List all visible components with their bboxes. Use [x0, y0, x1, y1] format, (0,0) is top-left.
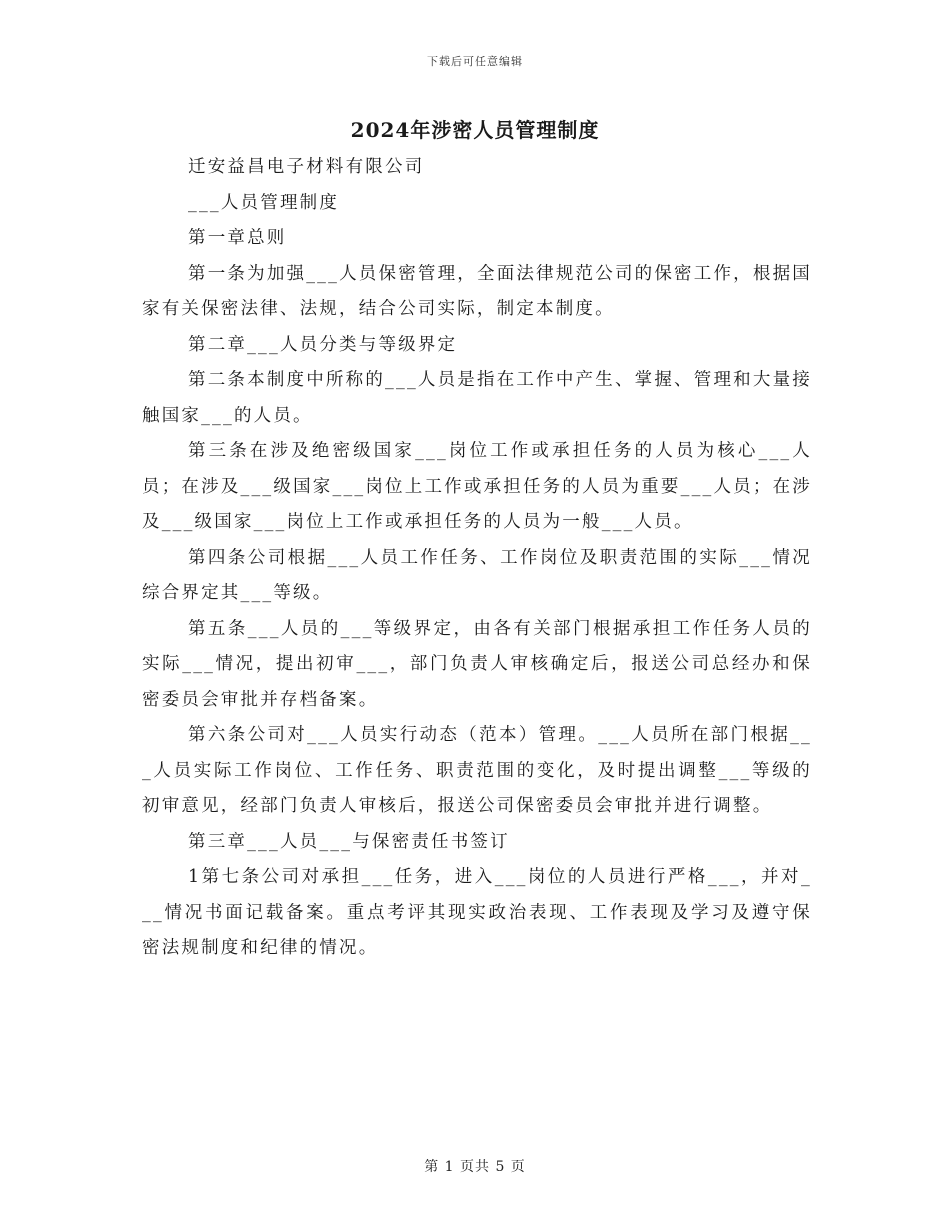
article-3: 第三条在涉及绝密级国家___岗位工作或承担任务的人员为核心___人员；在涉及___级国家___岗位上工作或承担任务的人员为重要___人员；在涉及___级国家___岗位上工作或承担任务的人员为一般___人员。 [142, 441, 812, 532]
document-title: 2024年涉密人员管理制度 [350, 118, 600, 142]
paragraph-company: 迁安益昌电子材料有限公司 [188, 157, 425, 177]
article-7: 1第七条公司对承担___任务，进入___岗位的人员进行严格___，并对___情况书面记载备案。重点考评其现实政治表现、工作表现及学习及遵守保密法规制度和纪律的情况。 [142, 867, 812, 958]
page-header-note: 下载后可任意编辑 [427, 55, 523, 68]
article-1: 第一条为加强___人员保密管理，全面法律规范公司的保密工作，根据国家有关保密法律、法规，结合公司实际，制定本制度。 [142, 263, 812, 319]
chapter-2-heading: 第二章___人员分类与等级界定 [188, 334, 458, 355]
chapter-3-heading: 第三章___人员___与保密责任书签订 [188, 831, 510, 852]
article-6: 第六条公司对___人员实行动态（范本）管理。___人员所在部门根据___人员实际工作岗位、工作任务、职责范围的变化，及时提出调整___等级的初审意见，经部门负责人审核后，报送公司保密委员会审批并进行调整。 [142, 725, 812, 816]
document-body [142, 150, 812, 967]
paragraph-regulation-name: ___人员管理制度 [188, 192, 340, 213]
article-4: 第四条公司根据___人员工作任务、工作岗位及职责范围的实际___情况综合界定其___等级。 [142, 547, 812, 603]
chapter-1-heading: 第一章总则 [188, 228, 287, 248]
article-2: 第二条本制度中所称的___人员是指在工作中产生、掌握、管理和大量接触国家___的人员。 [142, 370, 812, 426]
article-5: 第五条___人员的___等级界定，由各有关部门根据承担工作任务人员的实际___情况，提出初审___，部门负责人审核确定后，报送公司总经办和保密委员会审批并存档备案。 [142, 618, 812, 710]
page-number-footer: 第 1 页共 5 页 [424, 1159, 526, 1175]
